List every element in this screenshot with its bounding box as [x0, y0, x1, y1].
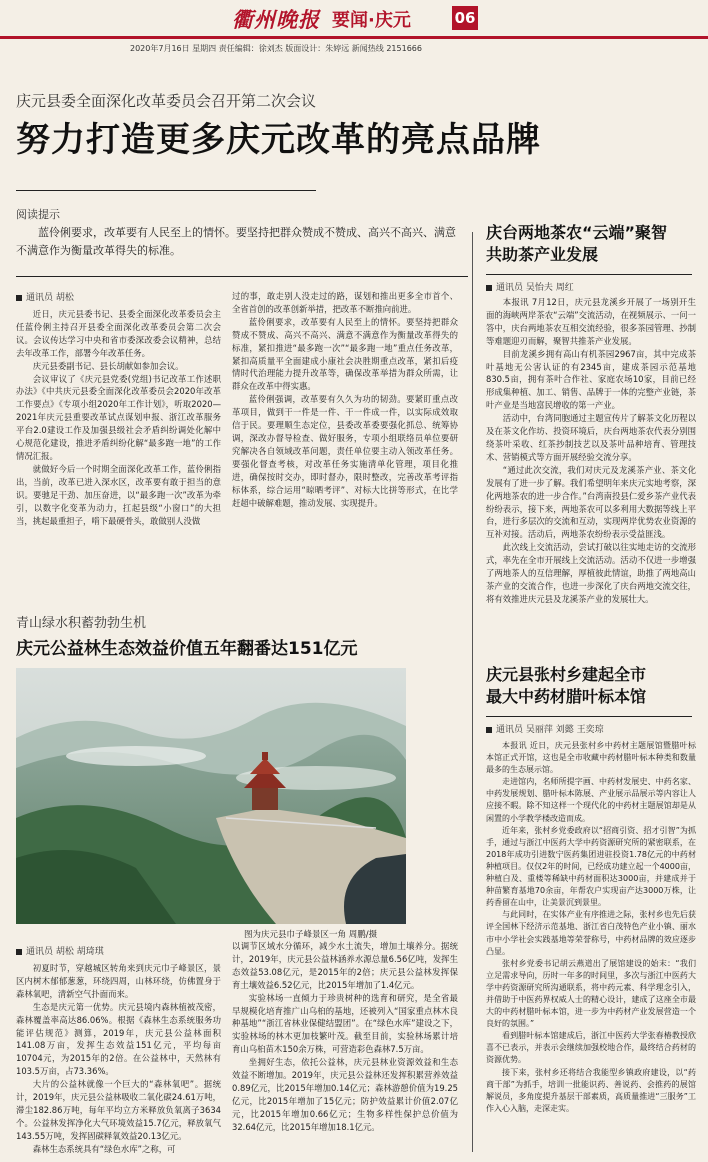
forest-kicker: 青山绿水积蓄勃勃生机: [16, 616, 147, 631]
paragraph: 近年来，张村乡党委政府以“招商引资、招才引智”为抓手，通过与浙江中医药大学中药资源研究所的紧密联系，在2018年成功引进数宁医药集团进驻投资1.78亿元的中药材种植项目。仅仅2年的时间，已经成功建立起一个4000亩，种植白及、重楼等稀缺中药材面积达3000亩，并建成并于种苗繁育基地70余亩，年帮农户实现亩产达3000万株，让药香留在山中，让美景沉到景里。: [486, 825, 696, 908]
tea-byline: [486, 280, 574, 293]
tea-headline-line-2: 共助茶产业发展: [486, 245, 599, 264]
masthead-section-title: 要闻·庆元: [332, 10, 411, 31]
dateline: 2020年7月16日 星期四 责任编辑：徐刘杰 版面设计：朱婷远 新闻热线 2151666: [130, 44, 422, 53]
forest-byline-text: 通讯员 胡松 胡琦琪: [26, 947, 104, 957]
mountain-pavilion-image: [16, 668, 406, 924]
forest-photo: [16, 668, 406, 924]
lead-divider: [16, 190, 316, 191]
square-bullet-icon: [16, 949, 22, 955]
paragraph: 接下来，张村乡还将结合我能型乡镇政府建设，以“药商干部”为抓手，培训一批能识药、善说药、会推药的展馆解说员，多角度提升基层干部素质，高质量推进“三服务”工作入心入脑，走深走实。: [486, 1067, 696, 1113]
tea-divider: [486, 274, 692, 275]
paragraph: 活动中，台湾同胞通过主题宣传片了解茶文化历程以及在茶文化作坊、投资环境后，庆台两地茶农代表分别围绕茶叶采收、红茶抄制技艺以及茶叶品种培育、管理技术、营销模式等方面开展经验交流分享。: [486, 413, 696, 462]
reading-notes-text: 蓝伶俐要求，改革要有人民至上的情怀。要坚持把群众赞成不赞成、高兴不高兴、满意不满意作为衡量改革得失的标准。: [16, 226, 456, 257]
paragraph: 此次线上交流活动，尝试打破以往实地走访的交流形式，率先在全市开展线上交流活动。活动不仅进一步增强了两地茶人的互信理解，厚植彼此情谊，助推了两地高山茶产业的交流合作，也进一步深化了庆台两地交流交往，将有效推进庆元县及龙溪茶产业的发展壮大。: [486, 542, 696, 604]
lead-column-1: [16, 308, 221, 527]
tea-byline-text: 通讯员 吴怡夫 周红: [496, 283, 574, 293]
paragraph: 会议审议了《庆元县党委(党组)书记改革工作述职办法》《中共庆元县委全面深化改革委员会2020年改革工作要点》《专项小组2020年工作计划》，听取2020—2021年庆元县重要改革试点谋划申报、浙江改革服务平台2.0建设工作及加强县级社会矛盾纠纷调处化解中心规范化建设，推进矛盾纠纷化解“最多跑一地”的工作情况汇报。: [16, 373, 221, 461]
herb-headline-line-1: 庆元县张村乡建起全市: [486, 665, 647, 684]
forest-column-2: [232, 940, 458, 1134]
paragraph: 看到腊叶标本馆建成后，浙江中医药大学张春椿教授欣喜不已表示，并表示会继续加强校地合作，最终结合药材的资源优势。: [486, 1031, 696, 1065]
paragraph: 过的事，敢走别人没走过的路，谋划和推出更多全市首个、全省首创的改革创新举措，把改革不断推向前进。: [232, 291, 458, 314]
forest-byline: [16, 944, 104, 957]
square-bullet-icon: [486, 727, 492, 733]
lead-column-2: [232, 290, 458, 509]
tea-body: [486, 296, 696, 606]
reading-notes-label: 阅读提示: [16, 208, 60, 221]
paragraph: 大片的公益林就像一个巨大的“森林氧吧”。据统计，2019年，庆元县公益林吸收二氧化碳24.61万吨，滞尘182.86万吨，每年平均立方米释放负氧离子3634个。公益林发挥净化大气环境效益15.7亿元，释放氧气143.55万吨，发挥固碳释氧效益20.13亿元。: [16, 1079, 221, 1141]
lead-byline-text: 通讯员 胡松: [26, 293, 74, 303]
paragraph: 蓝伶俐要求，改革要有人民至上的情怀。要坚持把群众赞成不赞成、高兴不高兴、满意不满意作为衡量改革得失的标准，紧扣推进“最多跑一次”“最多跑一地”重点任务改革，紧扣高质量平全面建成小康社会决胜期重点改革，紧扣后疫情时代治理能力提升改革等，确保改革举措为群众所需，让群众在改革中得实惠。: [232, 316, 458, 392]
herb-byline: [486, 722, 604, 735]
lead-byline: [16, 290, 74, 303]
paragraph: 走进馆内，名师所提字画、中药材发展史、中药名家、中药发展规划、腊叶标本陈展、产业展示品展示等内容让人应接不暇。除不知这样一个现代化的中药材主题展馆却是从闲置的小学教学楼改造而成。: [486, 777, 696, 823]
paragraph: 以调节区域水分循环，减少水土流失，增加土壤养分。据统计，2019年，庆元县公益林涵养水源总量6.56亿吨，发挥生态效益53.08亿元，是2015年的2倍；庆元县公益林发挥保育土壤效益6.52亿元，比2015年增加了1.4亿元。: [232, 941, 458, 990]
masthead-paper-name: 衢州晚报: [232, 7, 320, 32]
paragraph: 森林生态系统具有“绿色水库”之称，可: [32, 1143, 176, 1154]
herb-body: [486, 740, 696, 1115]
paragraph: 与此同时，在实体产业有序推进之际，张村乡也先后获评全国林下经济示范基地、浙江省白茂特色产业小镇、丽水市中小学社会实践基地等荣誉称号，中药材品牌的效应逐步凸显。: [486, 910, 696, 956]
notes-divider: [16, 276, 468, 277]
paragraph: 近日，庆元县委书记、县委全面深化改革委员会主任蓝伶俐主持召开县委全面深化改革委员会第二次会议。会议传达学习中央和省市委深改委会议精神，总结去年改革工作，部署今年改革任务。: [16, 309, 221, 358]
paragraph: 就做好今后一个时期全面深化改革工作，蓝伶俐指出，当前，改革已进入深水区，改革要有敢于担当的意识。要驰足干劲、加压奋进，以“最多跑一次”改革为牵引，以数字化变革为动力，扛起县级“小窗口”的大担当，挑起最重担子，啃下最硬骨头，敢做别人没做: [16, 463, 221, 526]
paragraph: 目前龙溪乡拥有高山有机茶园2967亩，其中完成茶叶基地无公害认证的有2345亩，建成茶园示范基地830.5亩，拥有茶叶合作社、家庭农场10家，目前已经形成集种植、加工、销售、品牌于一体的完整产业链，茶叶产业是当地富民增收的第一产业。: [486, 348, 696, 411]
forest-column-1: [16, 962, 221, 1156]
page-number-badge: 06: [452, 6, 478, 30]
paragraph: 实验林场一直倾力于珍贵树种的选育和研究，是全省最早规模化培育推广山乌桕的基地，还被列入“国家重点林木良种基地”“浙江省林业保健结盟团”。在“绿色水库”建设之下，实验林场的林木更加枝繁叶茂。截至目前，实验林场累计培育山乌桕苗木150余万株，可营造彩色森林7.5万亩。: [232, 992, 458, 1055]
herb-divider: [486, 716, 692, 717]
paragraph: 蓝伶俐强调，改革要有久久为功的韧劲。要紧盯重点改革项目，做到干一件是一件、干一件成一件，以实际成效取信于民。要理顺生态定位，县委改革委要强化抓总、统筹协调，深改办督导检查、做好服务，专项小组联络员单位要研究解决各自领域改革问题，责任单位要主动入领改革任务。要强化督查考核，对改革任务实施清单化管理，项目化推进，确保按时交办，即时督办，限时整改，完善改革考评指标体系，综合运用“晾晒考评”、对标大比拼等形式，在比学赶超中破解难题，推动发展、实现提升。: [232, 394, 458, 508]
photo-caption: 图为庆元县巾子峰景区一角 周鹏/摄: [244, 930, 378, 940]
herb-headline-line-2: 最大中药材腊叶标本馆: [486, 687, 647, 706]
column-divider: [472, 232, 473, 1152]
tea-headline-line-1: 庆台两地茶农“云端”聚智: [486, 223, 668, 242]
lead-kicker: 庆元县委全面深化改革委员会召开第二次会议: [16, 92, 317, 110]
paragraph: 庆元县委副书记、县长胡献如参加会议。: [32, 360, 184, 371]
paragraph: 初夏时节，穿越城区转角来到庆元巾子峰景区，景区内树木郁郁葱葱，环绕四周，山林环绕，仿佛置身于森林氧吧，清新空气扑面而来。: [16, 963, 221, 999]
lead-headline: 努力打造更多庆元改革的亮点品牌: [16, 120, 541, 160]
masthead-rule: [0, 36, 708, 39]
paragraph: 生态是庆元第一优势。庆元县境内森林植被茂密，森林覆盖率高达86.06%。根据《森林生态系统服务功能评估规范》测算，2019年，庆元县公益林面积141.08万亩，发挥生态效益151亿元，平均每亩10704元，为2015年的2倍。在公益林中，天然林有103.5万亩，占73.36%。: [16, 1001, 221, 1077]
herb-byline-text: 通讯员 吴丽萍 刘懿 王奕琼: [496, 725, 604, 735]
paragraph: 本报讯 7月12日，庆元县龙溪乡开展了一场别开生面的海峡两岸茶农“云端”交流活动，在视频展示、一问一答中，庆台两地茶农互相交流经验，很多茶园管理、抄制等难题迎刃而解，聚智共推茶产业发展。: [486, 297, 696, 346]
forest-headline: 庆元公益林生态效益价值五年翻番达151亿元: [16, 639, 358, 659]
paragraph: 坐拥好生态，依托公益林，庆元县林业资源效益和生态效益不断增加。2019年，庆元县公益林还发挥积累营养效益0.89亿元，比2015年增加0.14亿元；森林游憩价值为19.25亿元，比2015年增加了15亿元；防护效益累计价值2.07亿元，比2015年增加0.66亿元；生物多样性保护总价值为32.64亿元，比2015年增加18.1亿元。: [232, 1057, 458, 1132]
square-bullet-icon: [16, 295, 22, 301]
paragraph: 本报讯 近日，庆元县张村乡中药材主题展馆暨腊叶标本馆正式开馆，这也是全市收藏中药材腊叶标本种类和数量最多的生态展示馆。: [486, 741, 696, 775]
paragraph: 张村乡党委书记胡云燕道出了展馆建设的始末：“我们立足需求导向，历时一年多的时间里，多次与浙江中医药大学中药资源研究所沟通联系，将中药元素、科学理念引入，并借助于中医药界权威人士的精心设计，建成了这座全市最大的中药材腊叶标本馆，进一步为中药材产业发展营造一个良好的氛围。”: [486, 958, 696, 1029]
paragraph: “通过此次交流，我们对庆元及龙溪茶产业、茶文化发展有了进一步了解。我们希望明年来庆元实地考察，深化两地茶农的进一步合作。”台湾南投县仁爱乡茶产业代表纷纷表示，接下来，两地茶农可以多利用大数据等线上平台，进行多层次的交流和互动，实现两岸优势农业资源的互补对接。活动后，两地茶农纷纷表示受益匪浅。: [486, 464, 696, 540]
square-bullet-icon: [486, 285, 492, 291]
